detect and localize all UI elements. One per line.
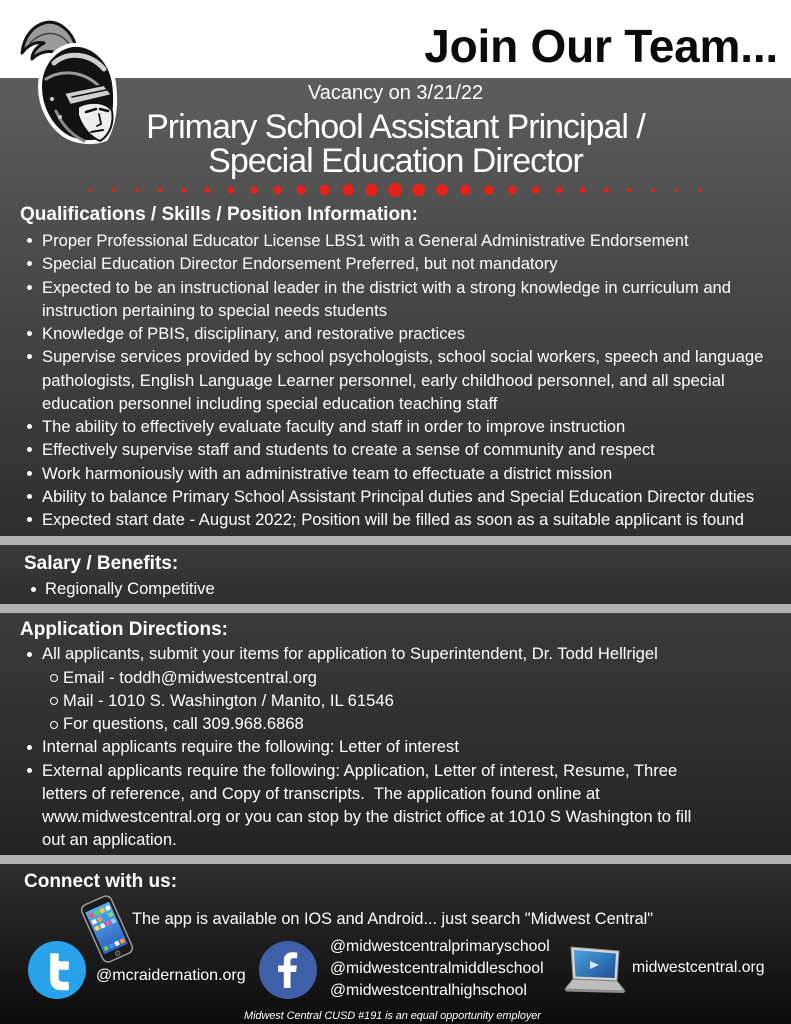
red-dot	[88, 188, 91, 191]
red-dot	[365, 184, 378, 197]
red-dot	[227, 187, 234, 194]
salary-item	[0, 577, 791, 600]
position-title-line: Primary School Assistant Principal /	[146, 108, 645, 146]
contact-phone	[42, 712, 791, 735]
twitter-handle: @mcraidernation.org	[96, 967, 246, 984]
facebook-handle: @midwestcentralmiddleschool	[330, 960, 544, 977]
item-text: Knowledge of PBIS, disciplinary, and restorative practices	[42, 324, 466, 343]
item-text: External applicants require the following: Application, Letter of interest, Resume, Three	[42, 760, 678, 780]
item-text: The ability to effectively evaluate faculty and staff in order to improve instruction	[42, 417, 626, 436]
page-title: Join Our Team...	[424, 20, 778, 72]
item-text: letters of reference, and Copy of transcripts. The application found online at	[42, 783, 600, 803]
red-dot	[273, 186, 282, 195]
qualification-item	[0, 229, 791, 252]
position-title-line: Special Education Director	[208, 142, 583, 180]
red-dot	[135, 188, 139, 192]
qualification-item	[0, 415, 791, 438]
equal-opportunity-note: Midwest Central CUSD #191 is an equal opportunity employer	[244, 1010, 541, 1022]
vacancy-date: Vacancy on 3/21/22	[307, 82, 484, 104]
red-dot	[460, 185, 471, 196]
red-dot	[532, 186, 540, 194]
app-availability-text: The app is available on IOS and Android... just search "Midwest Central"	[132, 910, 654, 928]
item-text: Supervise services provided by school psychologists, school social workers, speech and language	[42, 347, 764, 367]
item-text: Ability to balance Primary School Assistant Principal duties and Special Education Director duties	[42, 486, 755, 506]
item-text: Expected start date - August 2022; Position will be filled as soon as a suitable applicant is found	[42, 510, 744, 529]
qualification-item	[0, 485, 791, 508]
red-dot	[436, 184, 448, 196]
facebook-handles	[330, 936, 550, 1002]
section-divider	[0, 604, 791, 613]
contact-email	[42, 666, 791, 689]
facebook-handle: @midwestcentralhighschool	[330, 982, 527, 999]
laptop-icon	[563, 943, 627, 997]
salary-section	[0, 545, 791, 604]
knight-helmet-logo	[14, 13, 118, 145]
item-text: Special Education Director Endorsement Preferred, but not mandatory	[42, 254, 558, 274]
facebook-handle: @midwestcentralprimaryschool	[330, 938, 550, 955]
contact-sublist	[42, 666, 791, 736]
position-title	[0, 110, 791, 178]
item-text: out an application.	[42, 830, 177, 850]
application-section	[0, 613, 791, 855]
qualification-item	[0, 462, 791, 485]
red-dot	[556, 187, 563, 194]
item-text: instruction pertaining to special needs students	[42, 300, 387, 320]
red-dot	[181, 187, 186, 192]
section-divider	[0, 536, 791, 545]
contact-mail	[42, 689, 791, 712]
red-dot	[250, 186, 258, 194]
header-band	[0, 0, 791, 78]
red-dot	[204, 187, 210, 193]
application-heading: Application Directions:	[20, 619, 228, 640]
item-text: Work harmoniously with an administrative team to effectuate a district mission	[42, 463, 613, 483]
qualification-item	[0, 438, 791, 461]
item-text: Regionally Competitive	[45, 579, 215, 599]
red-dot	[158, 188, 163, 193]
website-text: midwestcentral.org	[632, 959, 765, 976]
qualification-item	[0, 276, 791, 323]
salary-list	[0, 577, 791, 600]
item-text: For questions, call 309.968.6868	[63, 714, 304, 734]
red-dot	[580, 187, 586, 193]
qualification-item	[0, 322, 791, 345]
red-dot	[484, 185, 494, 195]
red-dot	[412, 184, 425, 197]
red-dot	[342, 184, 354, 196]
connect-heading: Connect with us:	[24, 871, 178, 892]
application-item	[0, 759, 791, 852]
red-dot	[296, 185, 306, 195]
red-dot	[388, 183, 402, 197]
item-text: Effectively supervise staff and students to create a sense of community and respect	[42, 440, 655, 460]
twitter-icon	[28, 941, 86, 999]
item-text: pathologists, English Language Learner personnel, early childhood personnel, and all special	[42, 370, 725, 390]
item-text: Email - toddh@midwestcentral.org	[63, 667, 317, 687]
red-dot	[319, 185, 330, 196]
item-text: All applicants, submit your items for application to Superintendent, Dr. Todd Hellrigel	[42, 644, 658, 664]
qualification-item	[0, 345, 791, 415]
qualifications-list	[0, 229, 791, 531]
red-dot	[675, 188, 679, 192]
red-dot	[651, 188, 655, 192]
salary-heading: Salary / Benefits:	[24, 553, 179, 574]
item-text: Internal applicants require the following: Letter of interest	[42, 737, 459, 757]
qualifications-heading: Qualifications / Skills / Position Information:	[20, 204, 418, 225]
item-text: www.midwestcentral.org or you can stop by the district office at 1010 S Washington to fill	[42, 807, 692, 827]
red-dot-divider	[0, 181, 791, 199]
section-divider	[0, 855, 791, 864]
red-dot	[698, 188, 701, 191]
qualification-item	[0, 252, 791, 275]
application-list	[0, 642, 791, 851]
qualification-item	[0, 508, 791, 531]
red-dot	[112, 188, 116, 192]
item-text: education personnel including special education teaching staff	[42, 393, 498, 413]
item-text: Proper Professional Educator License LBS1 with a General Administrative Endorsement	[42, 231, 689, 250]
red-dot	[627, 188, 632, 193]
application-item	[0, 642, 791, 735]
application-item	[0, 735, 791, 758]
item-text: Mail - 1010 S. Washington / Manito, IL 61546	[63, 690, 394, 710]
position-section	[0, 78, 791, 536]
facebook-icon	[259, 941, 317, 999]
item-text: Expected to be an instructional leader in the district with a strong knowledge in curriculum and	[42, 277, 732, 297]
connect-section	[0, 864, 791, 1024]
red-dot	[604, 187, 609, 192]
red-dot	[508, 186, 517, 195]
